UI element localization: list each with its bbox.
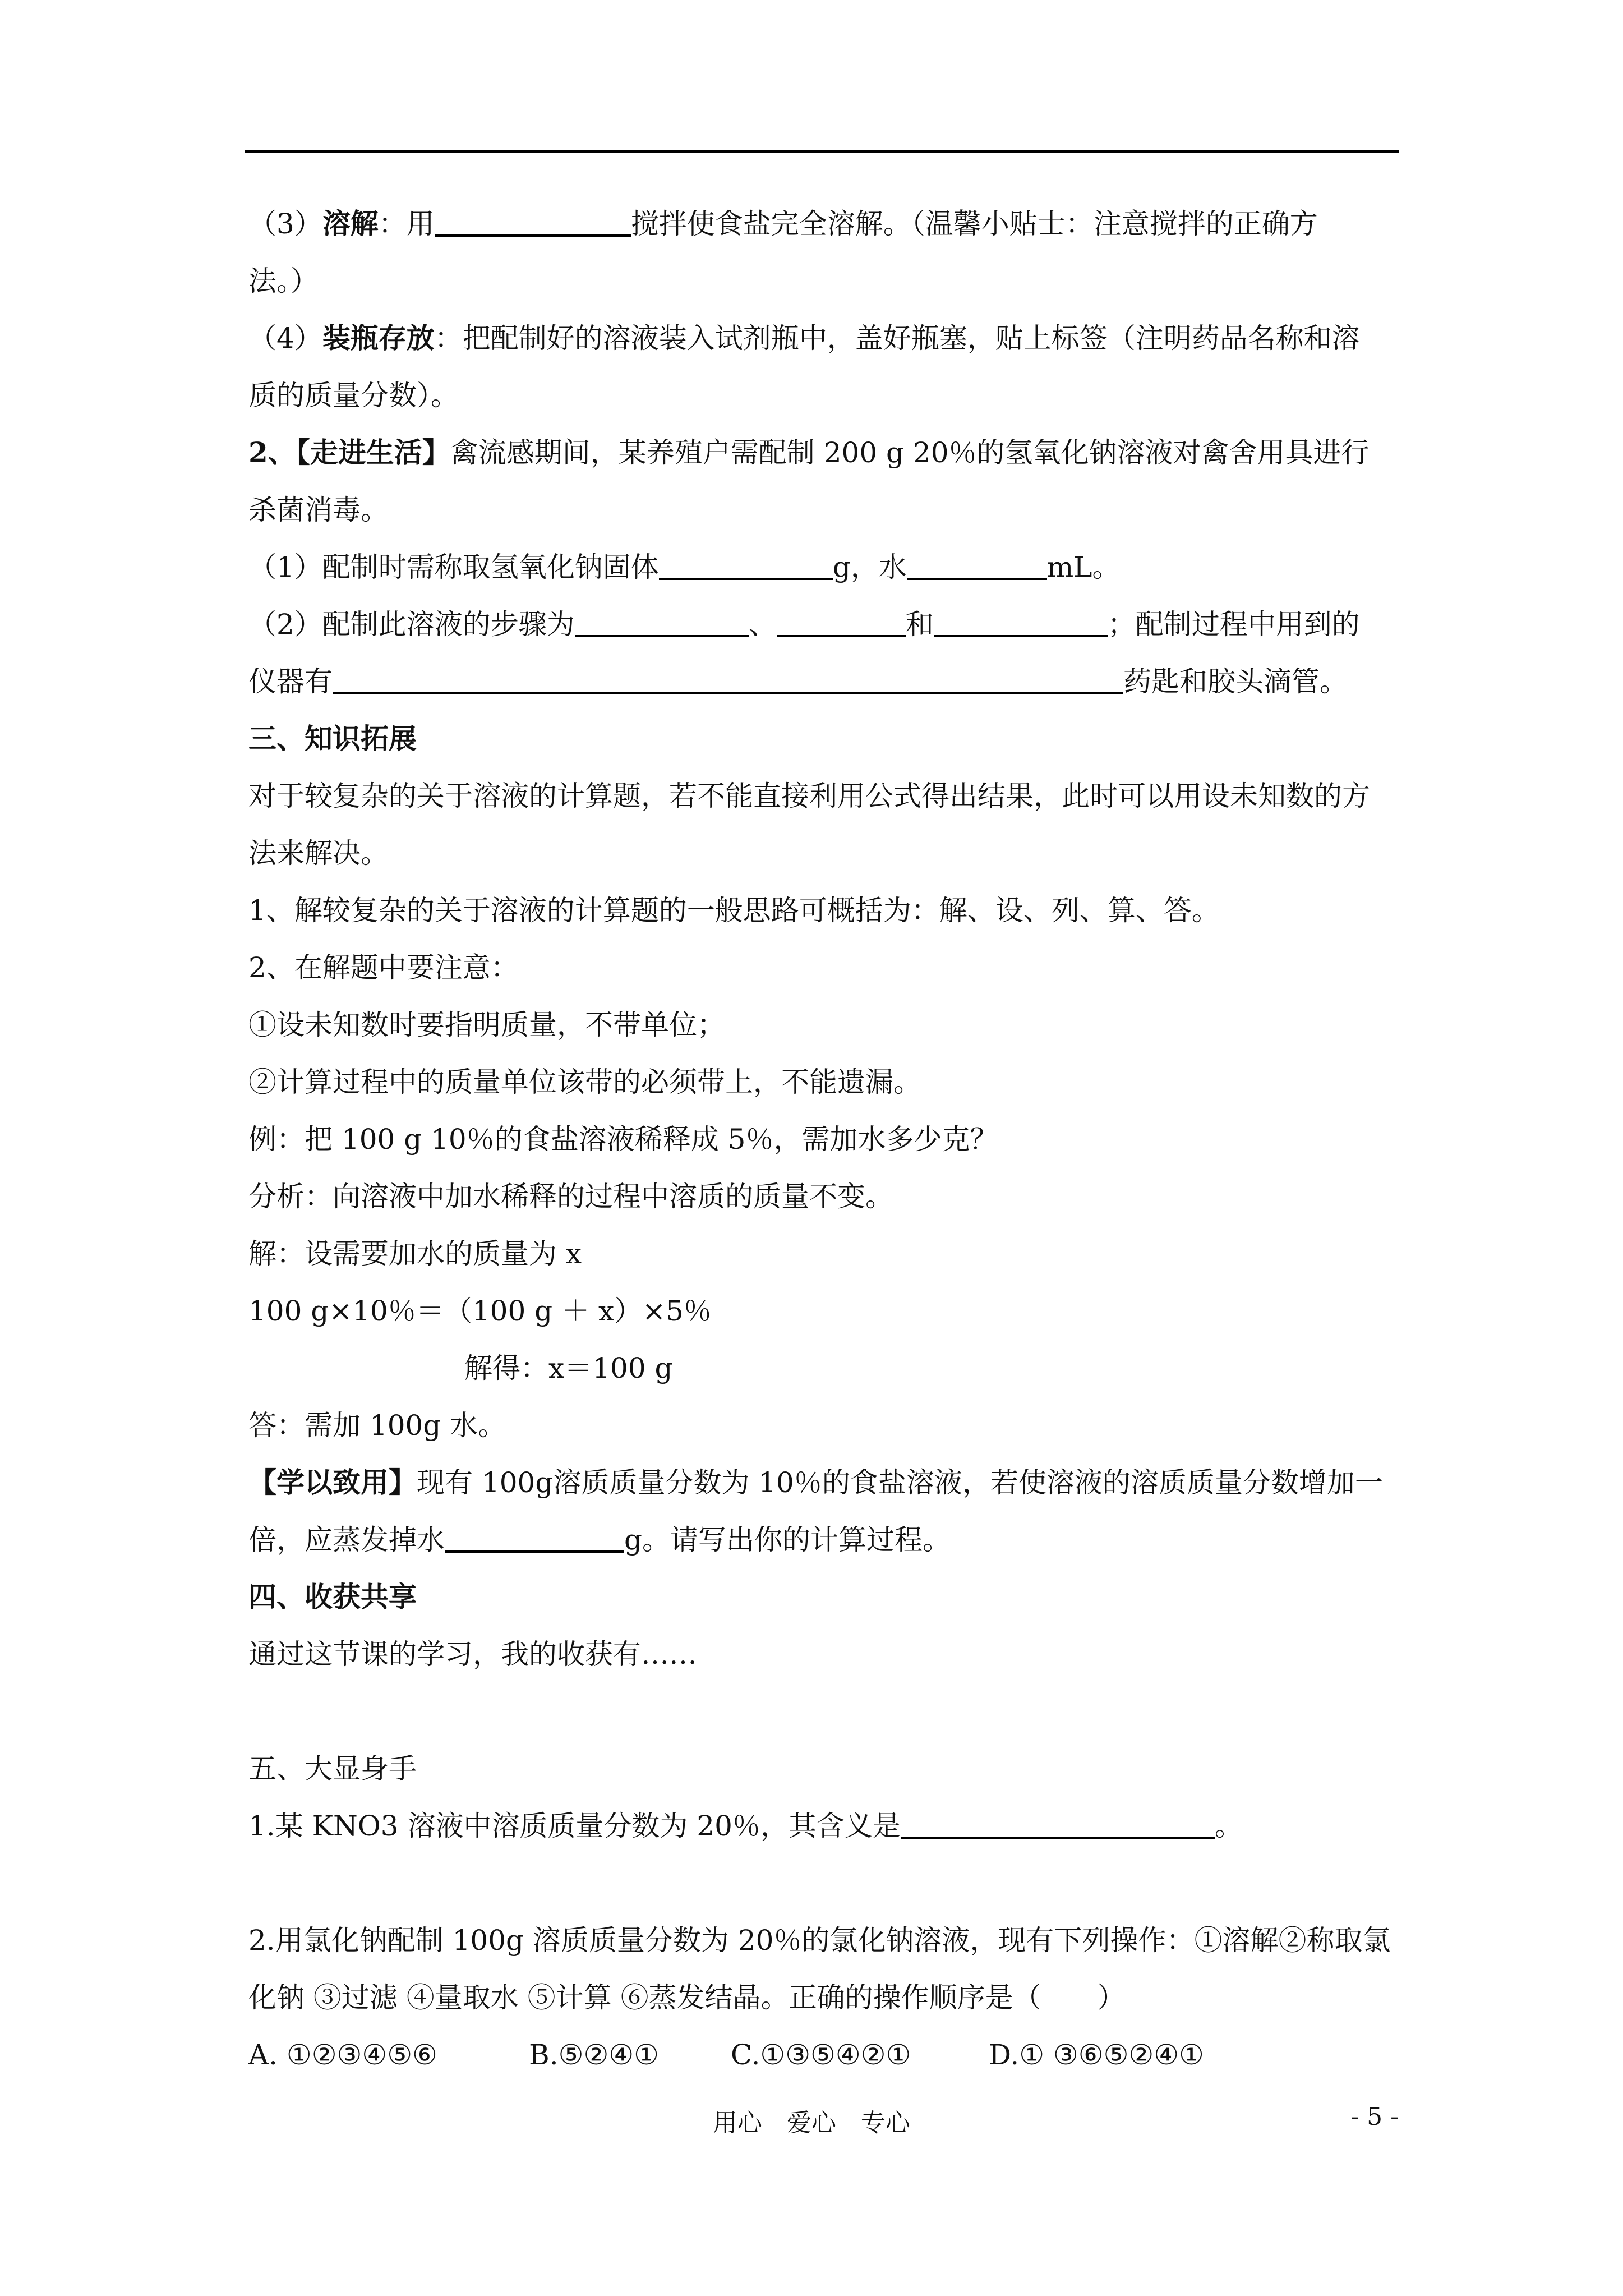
paragraph-line: 对于较复杂的关于溶液的计算题，若不能直接利用公式得出结果，此时可以用设未知数的方 — [248, 780, 1370, 812]
step-3-heading: 溶解 — [322, 207, 379, 240]
question-1: （1）配制时需称取氢氧化钠固体 g，水 mL。 — [248, 539, 1401, 596]
apply-question: 【学以致用】现有 100g溶质质量分数为 10％的食盐溶液，若使溶液的溶质质量分数增加一 — [248, 1466, 1383, 1499]
page-number: - 5 - — [1350, 2102, 1399, 2131]
example-result: 解得：x＝100 g — [464, 1352, 673, 1384]
question-2-instruments: 仪器有 药匙和胶头滴管。 — [248, 653, 1401, 710]
answer-blank[interactable] — [901, 1803, 1215, 1839]
exercise-2-cont: 化钠 ③过滤 ④量取水 ⑤计算 ⑥蒸发结晶。正确的操作顺序是（ ） — [248, 1981, 1126, 2014]
example-analysis: 分析：向溶液中加水稀释的过程中溶质的质量不变。 — [248, 1180, 893, 1213]
answer-blank[interactable] — [934, 601, 1108, 637]
step-4-heading: 装瓶存放 — [322, 321, 435, 355]
answer-blank[interactable] — [659, 544, 833, 580]
example-equation: 100 g×10％＝（100 g ＋ x）×5％ — [248, 1295, 712, 1327]
example-answer: 答：需加 100g 水。 — [248, 1409, 506, 1442]
exercise-2-options — [248, 2026, 1401, 2083]
option-b[interactable]: B.⑤②④① — [529, 2039, 659, 2071]
section-5-heading: 五、大显身手 — [248, 1752, 417, 1785]
paragraph-line: 1、解较复杂的关于溶液的计算题的一般思路可概括为：解、设、列、算、答。 — [248, 894, 1220, 927]
answer-blank[interactable] — [575, 601, 749, 637]
step-4-store: （4）装瓶存放：把配制好的溶液装入试剂瓶中，盖好瓶塞，贴上标签（注明药品名称和溶 — [248, 321, 1360, 355]
exercise-1: 1.某 KNO3 溶液中溶质质量分数为 20％，其含义是 。 — [248, 1797, 1401, 1855]
answer-blank[interactable] — [445, 1517, 624, 1553]
paragraph-line: 法来解决。 — [248, 837, 389, 869]
apply-heading: 【学以致用】 — [248, 1466, 417, 1499]
footer-motto: 用心 爱心 专心 — [713, 2109, 910, 2137]
real-life-question: 2、【走进生活】禽流感期间，某养殖户需配制 200 g 20％的氢氧化钠溶液对禽舍用具进行 — [248, 436, 1370, 469]
step-3-dissolve: （3）溶解：用 搅拌使食盐完全溶解。（温馨小贴士：注意搅拌的正确方 — [248, 195, 1401, 252]
section-4-heading: 四、收获共享 — [248, 1580, 417, 1613]
option-c[interactable]: C.①③⑤④②① — [731, 2039, 911, 2071]
real-life-heading: 2、【走进生活】 — [248, 436, 450, 469]
exercise-2: 2.用氯化钠配制 100g 溶质质量分数为 20％的氯化钠溶液，现有下列操作：①溶解②称取氯 — [248, 1924, 1391, 1957]
paragraph-line: 法。） — [248, 265, 319, 297]
option-a[interactable]: A. ①②③④⑤⑥ — [248, 2039, 437, 2071]
paragraph-line: 杀菌消毒。 — [248, 494, 389, 526]
example-question: 例：把 100 g 10％的食盐溶液稀释成 5％，需加水多少克？ — [248, 1123, 998, 1156]
header-rule — [245, 150, 1399, 153]
answer-blank[interactable] — [907, 544, 1047, 580]
document-body — [248, 195, 1401, 2083]
paragraph-line: 通过这节课的学习，我的收获有…… — [248, 1638, 697, 1671]
paragraph-line: ①设未知数时要指明质量，不带单位； — [248, 1009, 725, 1041]
apply-question-cont: 倍，应蒸发掉水 g。请写出你的计算过程。 — [248, 1511, 1401, 1568]
paragraph-line: 质的质量分数）。 — [248, 379, 459, 412]
section-3-heading: 三、知识拓展 — [248, 722, 417, 755]
paragraph-line: ②计算过程中的质量单位该带的必须带上，不能遗漏。 — [248, 1066, 921, 1098]
question-2: （2）配制此溶液的步骤为 、 和 ；配制过程中用到的 — [248, 596, 1401, 653]
answer-blank[interactable] — [333, 659, 1123, 694]
example-solution: 解：设需要加水的质量为 x — [248, 1237, 582, 1270]
answer-blank[interactable] — [777, 601, 906, 637]
option-d[interactable]: D.① ③⑥⑤②④① — [989, 2039, 1204, 2071]
paragraph-line: 2、在解题中要注意： — [248, 951, 519, 984]
answer-blank[interactable] — [435, 201, 631, 237]
